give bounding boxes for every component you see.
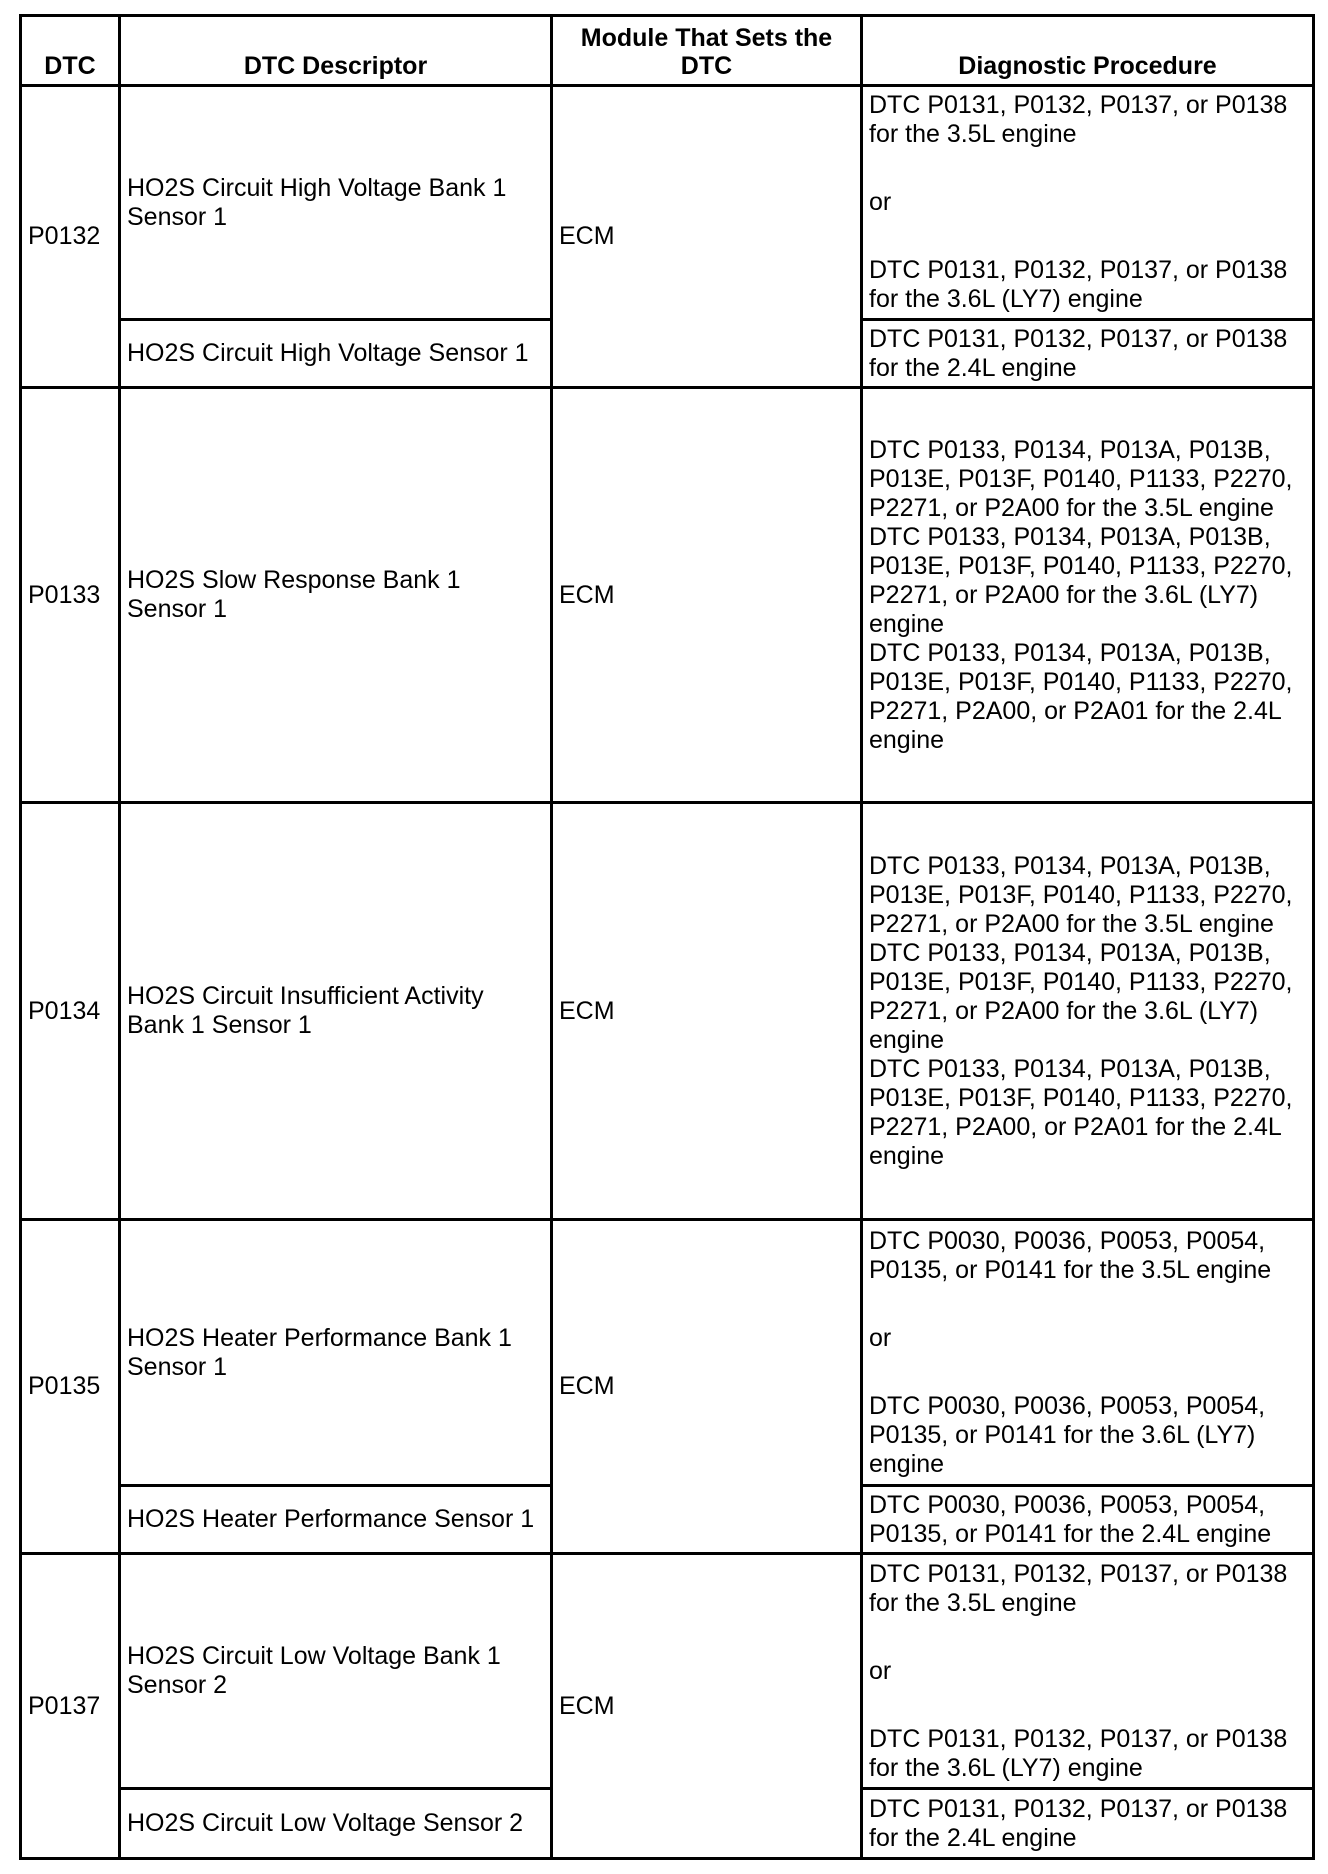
header-module: Module That Sets the DTC xyxy=(552,16,862,86)
procedure-link[interactable]: DTC P0133, P0134, P013A, P013B, P013E, P013F, P0140, P1133, P2270, P2271, or P2A00 for the 3.6L (LY7) engine xyxy=(869,938,1293,1054)
module-cell: ECM xyxy=(552,803,862,1220)
spacer xyxy=(869,1618,1306,1657)
procedure-cell xyxy=(862,1486,1314,1554)
procedure-link[interactable]: DTC P0131, P0132, P0137, or P0138 for the 3.6L (LY7) engine xyxy=(869,1724,1288,1782)
table-row xyxy=(21,1554,1314,1789)
spacer xyxy=(869,217,1306,256)
dtc-code: P0133 xyxy=(21,388,120,803)
or-separator: or xyxy=(869,1323,892,1352)
spacer xyxy=(869,1285,1306,1324)
dtc-descriptor: HO2S Circuit High Voltage Sensor 1 xyxy=(120,320,552,388)
dtc-descriptor: HO2S Circuit Insufficient Activity Bank 1 Sensor 1 xyxy=(120,803,552,1220)
dtc-descriptor: HO2S Circuit High Voltage Bank 1 Sensor 1 xyxy=(120,86,552,320)
spacer xyxy=(869,1353,1306,1392)
header-row xyxy=(21,16,1314,86)
procedure-cell xyxy=(862,1554,1314,1789)
table-row xyxy=(21,803,1314,1220)
dtc-code: P0137 xyxy=(21,1554,120,1859)
table-row xyxy=(21,388,1314,803)
procedure-link[interactable]: DTC P0030, P0036, P0053, P0054, P0135, or P0141 for the 3.6L (LY7) engine xyxy=(869,1391,1266,1478)
table-row xyxy=(21,1220,1314,1486)
procedure-cell xyxy=(862,803,1314,1220)
procedure-link[interactable]: DTC P0131, P0132, P0137, or P0138 for the 3.5L engine xyxy=(869,91,1288,148)
procedure-link[interactable]: DTC P0133, P0134, P013A, P013B, P013E, P013F, P0140, P1133, P2270, P2271, or P2A00 for the 3.5L engine xyxy=(869,851,1293,938)
procedure-link[interactable]: DTC P0133, P0134, P013A, P013B, P013E, P013F, P0140, P1133, P2270, P2271, or P2A00 for the 3.5L engine xyxy=(869,435,1293,522)
spacer xyxy=(869,1686,1306,1725)
header-descriptor: DTC Descriptor xyxy=(120,16,552,86)
dtc-descriptor: HO2S Circuit Low Voltage Bank 1 Sensor 2 xyxy=(120,1554,552,1789)
procedure-link[interactable]: DTC P0030, P0036, P0053, P0054, P0135, or P0141 for the 3.5L engine xyxy=(869,1226,1272,1284)
header-dtc: DTC xyxy=(21,16,120,86)
procedure-link[interactable]: DTC P0030, P0036, P0053, P0054, P0135, or P0141 for the 2.4L engine xyxy=(869,1490,1272,1548)
procedure-cell xyxy=(862,1220,1314,1486)
dtc-code: P0135 xyxy=(21,1220,120,1554)
dtc-descriptor: HO2S Heater Performance Bank 1 Sensor 1 xyxy=(120,1220,552,1486)
module-cell: ECM xyxy=(552,388,862,803)
header-procedure: Diagnostic Procedure xyxy=(862,16,1314,86)
procedure-cell xyxy=(862,388,1314,803)
dtc-descriptor: HO2S Slow Response Bank 1 Sensor 1 xyxy=(120,388,552,803)
procedure-cell xyxy=(862,86,1314,320)
dtc-table xyxy=(19,14,1315,1860)
procedure-cell xyxy=(862,320,1314,388)
procedure-link[interactable]: DTC P0133, P0134, P013A, P013B, P013E, P013F, P0140, P1133, P2270, P2271, P2A00, or P2A01 for the 2.4L engine xyxy=(869,1054,1293,1170)
module-cell: ECM xyxy=(552,1220,862,1554)
procedure-link[interactable]: DTC P0131, P0132, P0137, or P0138 for the 2.4L engine xyxy=(869,1794,1288,1852)
dtc-code: P0132 xyxy=(21,86,120,388)
dtc-descriptor: HO2S Circuit Low Voltage Sensor 2 xyxy=(120,1789,552,1859)
or-separator: or xyxy=(869,188,892,216)
procedure-link[interactable]: DTC P0131, P0132, P0137, or P0138 for the 3.6L (LY7) engine xyxy=(869,256,1288,313)
dtc-descriptor: HO2S Heater Performance Sensor 1 xyxy=(120,1486,552,1554)
module-cell: ECM xyxy=(552,86,862,388)
procedure-link[interactable]: DTC P0131, P0132, P0137, or P0138 for the 2.4L engine xyxy=(869,324,1288,382)
procedure-link[interactable]: DTC P0133, P0134, P013A, P013B, P013E, P013F, P0140, P1133, P2270, P2271, P2A00, or P2A01 for the 2.4L engine xyxy=(869,638,1293,754)
or-separator: or xyxy=(869,1656,892,1685)
spacer xyxy=(869,149,1306,188)
dtc-code: P0134 xyxy=(21,803,120,1220)
procedure-link[interactable]: DTC P0131, P0132, P0137, or P0138 for the 3.5L engine xyxy=(869,1559,1288,1617)
table-row xyxy=(21,86,1314,320)
procedure-cell xyxy=(862,1789,1314,1859)
module-cell: ECM xyxy=(552,1554,862,1859)
procedure-link[interactable]: DTC P0133, P0134, P013A, P013B, P013E, P013F, P0140, P1133, P2270, P2271, or P2A00 for the 3.6L (LY7) engine xyxy=(869,522,1293,638)
